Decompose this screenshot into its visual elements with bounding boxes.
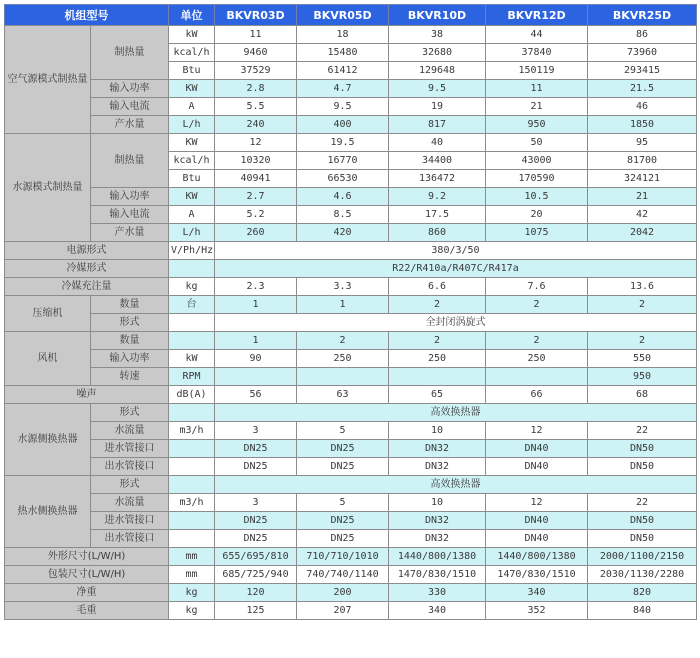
row-label-cell: 进水管接口 xyxy=(91,440,169,458)
table-row xyxy=(5,80,697,98)
table-header xyxy=(5,5,697,26)
value-cell-bkvr10d: 2 xyxy=(389,296,486,314)
table-row xyxy=(5,278,697,296)
value-cell-bkvr05d: 15480 xyxy=(297,44,389,62)
value-cell-bkvr12d: 250 xyxy=(486,350,588,368)
unit-cell: KW xyxy=(169,188,215,206)
value-cell-bkvr03d: 2.8 xyxy=(215,80,297,98)
unit-cell: Btu xyxy=(169,62,215,80)
value-cell-bkvr10d: 40 xyxy=(389,134,486,152)
unit-cell: m3/h xyxy=(169,422,215,440)
value-cell-bkvr25d: 324121 xyxy=(588,170,697,188)
value-cell-bkvr03d: DN25 xyxy=(215,458,297,476)
value-cell-bkvr05d xyxy=(297,368,389,386)
value-cell-bkvr05d: 19.5 xyxy=(297,134,389,152)
value-cell-bkvr10d: 34400 xyxy=(389,152,486,170)
value-cell-bkvr25d: 820 xyxy=(588,584,697,602)
value-cell-bkvr05d: 740/740/1140 xyxy=(297,566,389,584)
value-cell-bkvr03d: 655/695/810 xyxy=(215,548,297,566)
value-cell-bkvr05d: 250 xyxy=(297,350,389,368)
table-row xyxy=(5,224,697,242)
header-model-bkvr12d: BKVR12D xyxy=(486,5,588,26)
value-cell-bkvr12d: 1470/830/1510 xyxy=(486,566,588,584)
unit-cell: A xyxy=(169,206,215,224)
value-cell-bkvr12d: 2 xyxy=(486,296,588,314)
value-cell-bkvr10d xyxy=(389,368,486,386)
value-cell-bkvr10d: 817 xyxy=(389,116,486,134)
header-model-bkvr05d: BKVR05D xyxy=(297,5,389,26)
value-cell-bkvr05d: 420 xyxy=(297,224,389,242)
value-cell-bkvr03d: 2.3 xyxy=(215,278,297,296)
table-row xyxy=(5,458,697,476)
unit-cell: Btu xyxy=(169,170,215,188)
value-cell-bkvr12d: 12 xyxy=(486,422,588,440)
row-label-cell: 输入电流 xyxy=(91,98,169,116)
value-cell-bkvr12d: 170590 xyxy=(486,170,588,188)
value-cell-bkvr25d: 293415 xyxy=(588,62,697,80)
value-cell-bkvr10d: 330 xyxy=(389,584,486,602)
row-label-cell: 输入电流 xyxy=(91,206,169,224)
value-cell-bkvr03d: 3 xyxy=(215,494,297,512)
value-cell-bkvr25d: 2000/1100/2150 xyxy=(588,548,697,566)
unit-cell: mm xyxy=(169,566,215,584)
value-cell-bkvr10d: DN32 xyxy=(389,458,486,476)
row-label-cell: 电源形式 xyxy=(5,242,169,260)
value-cell-bkvr25d: 2 xyxy=(588,332,697,350)
value-cell-bkvr10d: 2 xyxy=(389,332,486,350)
unit-cell: dB(A) xyxy=(169,386,215,404)
table-row xyxy=(5,350,697,368)
value-cell-bkvr03d: 5.5 xyxy=(215,98,297,116)
unit-cell xyxy=(169,260,215,278)
value-cell-bkvr10d: 129648 xyxy=(389,62,486,80)
value-cell-bkvr25d: 950 xyxy=(588,368,697,386)
value-cell-bkvr10d: 10 xyxy=(389,494,486,512)
value-cell-bkvr25d: 86 xyxy=(588,26,697,44)
value-cell-bkvr12d: 21 xyxy=(486,98,588,116)
unit-cell: kcal/h xyxy=(169,152,215,170)
row-label-cell: 外形尺寸(L/W/H) xyxy=(5,548,169,566)
unit-cell xyxy=(169,332,215,350)
row-label-cell: 产水量 xyxy=(91,224,169,242)
spec-table xyxy=(4,4,697,620)
table-row xyxy=(5,26,697,44)
table-row xyxy=(5,98,697,116)
value-cell-bkvr25d: 22 xyxy=(588,494,697,512)
value-cell-bkvr10d: 136472 xyxy=(389,170,486,188)
value-cell-bkvr12d: 2 xyxy=(486,332,588,350)
value-cell-bkvr12d: 10.5 xyxy=(486,188,588,206)
value-cell-bkvr05d: 61412 xyxy=(297,62,389,80)
value-cell-bkvr12d: 50 xyxy=(486,134,588,152)
row-label-cell: 形式 xyxy=(91,314,169,332)
row-label-cell: 冷媒形式 xyxy=(5,260,169,278)
value-cell-bkvr03d: 1 xyxy=(215,332,297,350)
row-label-cell: 输入功率 xyxy=(91,350,169,368)
group-label-cell: 水源侧换热器 xyxy=(5,404,91,476)
table-row xyxy=(5,134,697,152)
value-cell-bkvr05d: 18 xyxy=(297,26,389,44)
value-cell-bkvr05d: 9.5 xyxy=(297,98,389,116)
table-row xyxy=(5,188,697,206)
unit-cell: mm xyxy=(169,548,215,566)
row-label-cell: 毛重 xyxy=(5,602,169,620)
table-row xyxy=(5,602,697,620)
table-row xyxy=(5,206,697,224)
table-row xyxy=(5,242,697,260)
table-row xyxy=(5,404,697,422)
table-row xyxy=(5,494,697,512)
value-cell-bkvr03d: DN25 xyxy=(215,512,297,530)
merged-value-cell: 高效换热器 xyxy=(215,476,697,494)
unit-cell xyxy=(169,512,215,530)
value-cell-bkvr10d: 1440/800/1380 xyxy=(389,548,486,566)
value-cell-bkvr12d: 340 xyxy=(486,584,588,602)
unit-cell: 台 xyxy=(169,296,215,314)
value-cell-bkvr25d: 81700 xyxy=(588,152,697,170)
value-cell-bkvr10d: 17.5 xyxy=(389,206,486,224)
table-row xyxy=(5,260,697,278)
header-model-bkvr10d: BKVR10D xyxy=(389,5,486,26)
unit-cell: kg xyxy=(169,584,215,602)
value-cell-bkvr05d: 400 xyxy=(297,116,389,134)
row-label-cell: 噪声 xyxy=(5,386,169,404)
row-label-cell: 形式 xyxy=(91,476,169,494)
row-label-cell: 水流量 xyxy=(91,422,169,440)
value-cell-bkvr10d: DN32 xyxy=(389,512,486,530)
table-row xyxy=(5,296,697,314)
value-cell-bkvr05d: DN25 xyxy=(297,458,389,476)
value-cell-bkvr10d: 6.6 xyxy=(389,278,486,296)
value-cell-bkvr25d: 840 xyxy=(588,602,697,620)
value-cell-bkvr25d: DN50 xyxy=(588,458,697,476)
unit-cell: KW xyxy=(169,134,215,152)
row-label-cell: 包装尺寸(L/W/H) xyxy=(5,566,169,584)
row-label-cell: 输入功率 xyxy=(91,188,169,206)
value-cell-bkvr05d: 4.6 xyxy=(297,188,389,206)
value-cell-bkvr25d: 73960 xyxy=(588,44,697,62)
value-cell-bkvr12d: 352 xyxy=(486,602,588,620)
value-cell-bkvr10d: 250 xyxy=(389,350,486,368)
row-label-cell: 转速 xyxy=(91,368,169,386)
value-cell-bkvr12d: 1075 xyxy=(486,224,588,242)
unit-cell xyxy=(169,404,215,422)
unit-cell xyxy=(169,458,215,476)
value-cell-bkvr03d: 2.7 xyxy=(215,188,297,206)
unit-cell: A xyxy=(169,98,215,116)
row-label-cell: 出水管接口 xyxy=(91,458,169,476)
value-cell-bkvr05d: 66530 xyxy=(297,170,389,188)
merged-value-cell: R22/R410a/R407C/R417a xyxy=(215,260,697,278)
group-label-cell: 水源模式制热量 xyxy=(5,134,91,242)
table-row xyxy=(5,314,697,332)
value-cell-bkvr12d: 44 xyxy=(486,26,588,44)
value-cell-bkvr25d: 42 xyxy=(588,206,697,224)
value-cell-bkvr25d: DN50 xyxy=(588,440,697,458)
value-cell-bkvr03d: 240 xyxy=(215,116,297,134)
value-cell-bkvr25d: 2 xyxy=(588,296,697,314)
value-cell-bkvr12d: 7.6 xyxy=(486,278,588,296)
row-label-cell: 数量 xyxy=(91,332,169,350)
value-cell-bkvr03d: 40941 xyxy=(215,170,297,188)
unit-cell: V/Ph/Hz xyxy=(169,242,215,260)
value-cell-bkvr25d: 2042 xyxy=(588,224,697,242)
header-unit-label: 单位 xyxy=(169,5,215,26)
value-cell-bkvr03d: 11 xyxy=(215,26,297,44)
merged-value-cell: 高效换热器 xyxy=(215,404,697,422)
unit-cell: kg xyxy=(169,602,215,620)
header-row xyxy=(5,5,697,26)
value-cell-bkvr03d xyxy=(215,368,297,386)
value-cell-bkvr12d: 37840 xyxy=(486,44,588,62)
header-model-bkvr25d: BKVR25D xyxy=(588,5,697,26)
value-cell-bkvr03d: 685/725/940 xyxy=(215,566,297,584)
table-body xyxy=(5,26,697,620)
value-cell-bkvr25d: 21.5 xyxy=(588,80,697,98)
value-cell-bkvr03d: 90 xyxy=(215,350,297,368)
row-label-cell: 进水管接口 xyxy=(91,512,169,530)
header-model-label: 机组型号 xyxy=(5,5,169,26)
value-cell-bkvr12d: DN40 xyxy=(486,440,588,458)
table-row xyxy=(5,368,697,386)
value-cell-bkvr10d: 340 xyxy=(389,602,486,620)
value-cell-bkvr12d: 1440/800/1380 xyxy=(486,548,588,566)
value-cell-bkvr05d: 1 xyxy=(297,296,389,314)
value-cell-bkvr05d: 8.5 xyxy=(297,206,389,224)
value-cell-bkvr05d: 3.3 xyxy=(297,278,389,296)
value-cell-bkvr10d: 1470/830/1510 xyxy=(389,566,486,584)
value-cell-bkvr03d: DN25 xyxy=(215,440,297,458)
row-label-cell: 制热量 xyxy=(91,134,169,188)
unit-cell: kg xyxy=(169,278,215,296)
row-label-cell: 水流量 xyxy=(91,494,169,512)
value-cell-bkvr25d: 95 xyxy=(588,134,697,152)
unit-cell: kW xyxy=(169,26,215,44)
unit-cell xyxy=(169,440,215,458)
value-cell-bkvr03d: 9460 xyxy=(215,44,297,62)
value-cell-bkvr25d: 13.6 xyxy=(588,278,697,296)
value-cell-bkvr25d: 2030/1130/2280 xyxy=(588,566,697,584)
value-cell-bkvr25d: 46 xyxy=(588,98,697,116)
unit-cell: RPM xyxy=(169,368,215,386)
value-cell-bkvr03d: 10320 xyxy=(215,152,297,170)
value-cell-bkvr12d: 66 xyxy=(486,386,588,404)
value-cell-bkvr25d: 22 xyxy=(588,422,697,440)
value-cell-bkvr12d: DN40 xyxy=(486,512,588,530)
table-row xyxy=(5,584,697,602)
value-cell-bkvr10d: 32680 xyxy=(389,44,486,62)
unit-cell xyxy=(169,314,215,332)
value-cell-bkvr25d: 68 xyxy=(588,386,697,404)
value-cell-bkvr25d: 1850 xyxy=(588,116,697,134)
row-label-cell: 形式 xyxy=(91,404,169,422)
value-cell-bkvr12d: 11 xyxy=(486,80,588,98)
value-cell-bkvr25d: 21 xyxy=(588,188,697,206)
unit-cell: KW xyxy=(169,80,215,98)
table-row xyxy=(5,116,697,134)
value-cell-bkvr05d: 207 xyxy=(297,602,389,620)
value-cell-bkvr05d: 4.7 xyxy=(297,80,389,98)
value-cell-bkvr03d: 1 xyxy=(215,296,297,314)
merged-value-cell: 380/3/50 xyxy=(215,242,697,260)
unit-cell: L/h xyxy=(169,116,215,134)
value-cell-bkvr03d: 56 xyxy=(215,386,297,404)
row-label-cell: 制热量 xyxy=(91,26,169,80)
row-label-cell: 数量 xyxy=(91,296,169,314)
row-label-cell: 出水管接口 xyxy=(91,530,169,548)
value-cell-bkvr05d: DN25 xyxy=(297,512,389,530)
value-cell-bkvr12d: 43000 xyxy=(486,152,588,170)
unit-cell: m3/h xyxy=(169,494,215,512)
value-cell-bkvr25d: DN50 xyxy=(588,530,697,548)
value-cell-bkvr12d: DN40 xyxy=(486,458,588,476)
value-cell-bkvr03d: 120 xyxy=(215,584,297,602)
unit-cell xyxy=(169,530,215,548)
value-cell-bkvr03d: 260 xyxy=(215,224,297,242)
value-cell-bkvr10d: 65 xyxy=(389,386,486,404)
value-cell-bkvr12d: 20 xyxy=(486,206,588,224)
unit-cell: kcal/h xyxy=(169,44,215,62)
value-cell-bkvr12d: DN40 xyxy=(486,530,588,548)
value-cell-bkvr05d: 5 xyxy=(297,494,389,512)
unit-cell: L/h xyxy=(169,224,215,242)
value-cell-bkvr05d: 63 xyxy=(297,386,389,404)
group-label-cell: 热水侧换热器 xyxy=(5,476,91,548)
value-cell-bkvr12d xyxy=(486,368,588,386)
group-label-cell: 空气源模式制热量 xyxy=(5,26,91,134)
value-cell-bkvr05d: DN25 xyxy=(297,440,389,458)
table-row xyxy=(5,422,697,440)
row-label-cell: 冷媒充注量 xyxy=(5,278,169,296)
row-label-cell: 产水量 xyxy=(91,116,169,134)
value-cell-bkvr10d: 38 xyxy=(389,26,486,44)
value-cell-bkvr03d: DN25 xyxy=(215,530,297,548)
table-row xyxy=(5,386,697,404)
unit-cell: kW xyxy=(169,350,215,368)
row-label-cell: 净重 xyxy=(5,584,169,602)
value-cell-bkvr03d: 125 xyxy=(215,602,297,620)
value-cell-bkvr10d: DN32 xyxy=(389,530,486,548)
header-model-bkvr03d: BKVR03D xyxy=(215,5,297,26)
value-cell-bkvr10d: 9.5 xyxy=(389,80,486,98)
table-row xyxy=(5,332,697,350)
merged-value-cell: 全封闭涡旋式 xyxy=(215,314,697,332)
value-cell-bkvr12d: 950 xyxy=(486,116,588,134)
value-cell-bkvr03d: 12 xyxy=(215,134,297,152)
value-cell-bkvr12d: 150119 xyxy=(486,62,588,80)
group-label-cell: 风机 xyxy=(5,332,91,386)
unit-cell xyxy=(169,476,215,494)
value-cell-bkvr05d: 16770 xyxy=(297,152,389,170)
value-cell-bkvr25d: 550 xyxy=(588,350,697,368)
value-cell-bkvr05d: 2 xyxy=(297,332,389,350)
value-cell-bkvr03d: 3 xyxy=(215,422,297,440)
table-row xyxy=(5,440,697,458)
value-cell-bkvr25d: DN50 xyxy=(588,512,697,530)
value-cell-bkvr05d: 710/710/1010 xyxy=(297,548,389,566)
group-label-cell: 压缩机 xyxy=(5,296,91,332)
table-row xyxy=(5,548,697,566)
value-cell-bkvr10d: 19 xyxy=(389,98,486,116)
value-cell-bkvr10d: 860 xyxy=(389,224,486,242)
value-cell-bkvr12d: 12 xyxy=(486,494,588,512)
table-row xyxy=(5,512,697,530)
value-cell-bkvr03d: 37529 xyxy=(215,62,297,80)
row-label-cell: 输入功率 xyxy=(91,80,169,98)
value-cell-bkvr03d: 5.2 xyxy=(215,206,297,224)
value-cell-bkvr10d: DN32 xyxy=(389,440,486,458)
table-row xyxy=(5,566,697,584)
value-cell-bkvr05d: 5 xyxy=(297,422,389,440)
value-cell-bkvr10d: 9.2 xyxy=(389,188,486,206)
table-row xyxy=(5,530,697,548)
value-cell-bkvr10d: 10 xyxy=(389,422,486,440)
table-row xyxy=(5,476,697,494)
value-cell-bkvr05d: DN25 xyxy=(297,530,389,548)
value-cell-bkvr05d: 200 xyxy=(297,584,389,602)
